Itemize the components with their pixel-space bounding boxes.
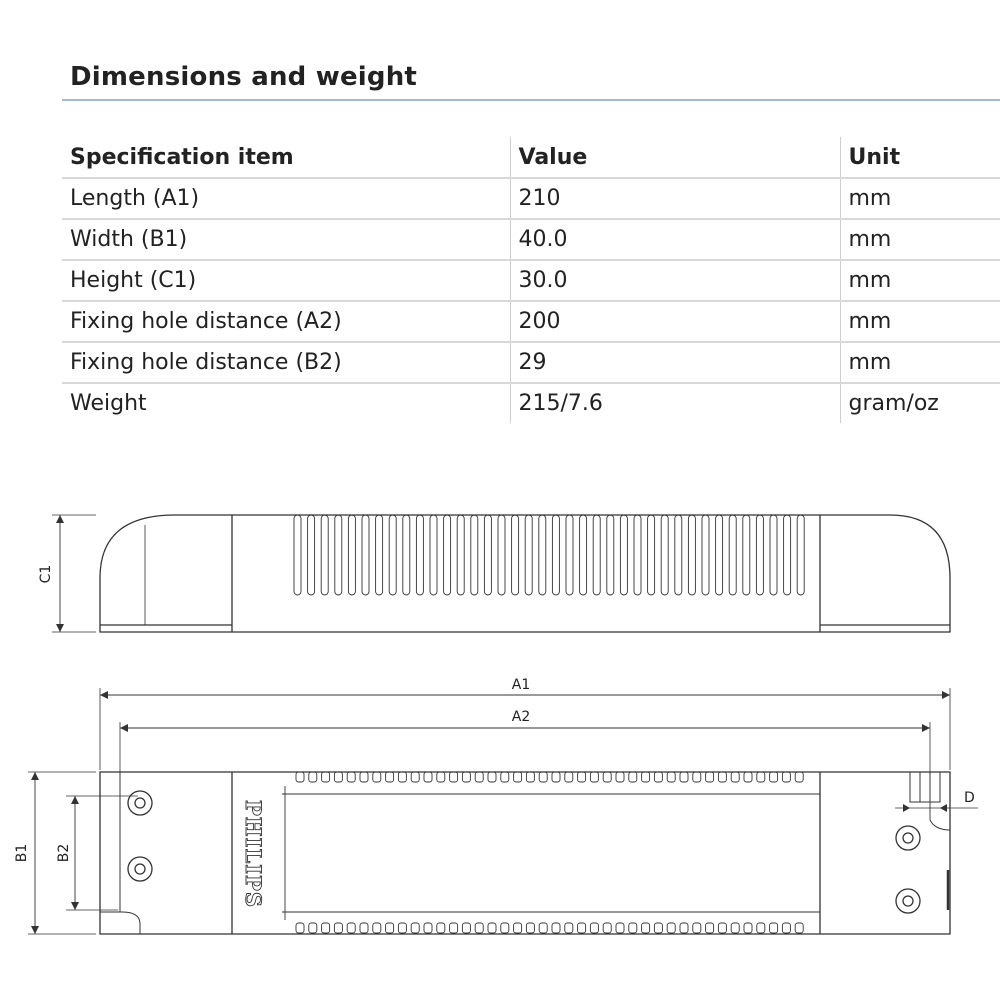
vent-slot <box>335 515 342 595</box>
vent-slot <box>309 772 317 782</box>
vent-slot <box>603 772 611 782</box>
vent-slot <box>706 923 714 933</box>
vent-slot <box>411 772 419 782</box>
vent-slot <box>757 772 765 782</box>
mounting-hole <box>128 791 152 815</box>
vent-slot <box>308 515 315 595</box>
vent-slot <box>795 923 803 933</box>
mounting-hole <box>128 857 152 881</box>
vent-slot <box>797 515 804 595</box>
vent-slot <box>654 923 662 933</box>
cell-value: 210 <box>510 178 840 219</box>
vent-slot <box>667 772 675 782</box>
vent-slot <box>539 772 547 782</box>
vent-slot <box>362 515 369 595</box>
header-value: Value <box>510 137 840 178</box>
cell-item: Fixing hole distance (B2) <box>62 342 510 383</box>
vent-slot <box>770 772 778 782</box>
vent-slot <box>416 515 423 595</box>
vent-slot <box>706 772 714 782</box>
vent-slot <box>578 772 586 782</box>
header-unit: Unit <box>840 137 1000 178</box>
cell-unit: mm <box>840 219 1000 260</box>
vent-slot <box>322 772 330 782</box>
top-view <box>14 677 978 934</box>
vent-slot <box>680 923 688 933</box>
table-row <box>62 219 1000 260</box>
section-title: Dimensions and weight <box>70 62 418 92</box>
vent-slot <box>294 515 301 595</box>
table-row <box>62 383 1000 423</box>
vent-slot <box>444 515 451 595</box>
vent-slot <box>580 515 587 595</box>
vent-slot <box>718 923 726 933</box>
vent-slot <box>590 923 598 933</box>
vent-slot <box>322 923 330 933</box>
vent-slot <box>462 772 470 782</box>
vent-slot <box>347 923 355 933</box>
mounting-hole <box>896 889 920 913</box>
vent-slot <box>718 772 726 782</box>
vent-slot <box>512 515 519 595</box>
vent-slot <box>526 923 534 933</box>
vent-slot <box>603 923 611 933</box>
vent-slot <box>296 923 304 933</box>
vent-slot <box>498 515 505 595</box>
vent-slot <box>424 772 432 782</box>
vent-slot <box>661 515 668 595</box>
brand-logo: PHILIPS <box>241 799 266 909</box>
vent-slot <box>471 515 478 595</box>
vent-slot <box>565 772 573 782</box>
vent-slot <box>488 923 496 933</box>
vent-slot <box>590 772 598 782</box>
table-row <box>62 342 1000 383</box>
top-vent-slots <box>296 772 803 933</box>
cell-item: Height (C1) <box>62 260 510 301</box>
vent-slot <box>376 515 383 595</box>
vent-slot <box>386 923 394 933</box>
vent-slot <box>743 515 750 595</box>
vent-slot <box>784 515 791 595</box>
vent-slot <box>488 772 496 782</box>
label-c1: C1 <box>38 564 54 584</box>
vent-slot <box>616 772 624 782</box>
vent-slot <box>634 515 641 595</box>
vent-slot <box>437 923 445 933</box>
vent-slot <box>462 923 470 933</box>
vent-slot <box>729 515 736 595</box>
vent-slot <box>334 923 342 933</box>
vent-slot <box>411 923 419 933</box>
vent-slot <box>757 923 765 933</box>
vent-slot <box>629 923 637 933</box>
vent-slot <box>616 923 624 933</box>
vent-slot <box>501 923 509 933</box>
vent-slot <box>552 923 560 933</box>
vent-slot <box>693 923 701 933</box>
vent-slot <box>620 515 627 595</box>
cell-value: 30.0 <box>510 260 840 301</box>
table-header-row <box>62 137 1000 178</box>
vent-slot <box>642 772 650 782</box>
vent-slot <box>437 772 445 782</box>
cell-item: Fixing hole distance (A2) <box>62 301 510 342</box>
cell-item: Weight <box>70 391 147 416</box>
cell-unit: mm <box>840 260 1000 301</box>
technical-drawing <box>0 490 1000 1000</box>
vent-slot <box>770 515 777 595</box>
vent-slot <box>450 772 458 782</box>
vent-slot <box>475 772 483 782</box>
vent-slot <box>566 515 573 595</box>
vent-slot <box>731 923 739 933</box>
side-view <box>38 515 950 632</box>
vent-slot <box>731 772 739 782</box>
vent-slot <box>457 515 464 595</box>
vent-slot <box>398 923 406 933</box>
vent-slot <box>667 923 675 933</box>
vent-slot <box>744 772 752 782</box>
cell-unit: gram/oz <box>840 383 1000 423</box>
vent-slot <box>450 923 458 933</box>
cell-value: 29 <box>510 342 840 383</box>
vent-slot <box>386 772 394 782</box>
vent-slot <box>642 923 650 933</box>
vent-slot <box>680 772 688 782</box>
vent-slot <box>348 515 355 595</box>
vent-slot <box>360 772 368 782</box>
vent-slot <box>373 772 381 782</box>
vent-slot <box>782 923 790 933</box>
label-d: D <box>964 790 975 806</box>
vent-slot <box>424 923 432 933</box>
label-b1: B1 <box>14 843 30 863</box>
vent-slot <box>675 515 682 595</box>
cell-item: Width (B1) <box>62 219 510 260</box>
vent-slot <box>648 515 655 595</box>
vent-slot <box>552 772 560 782</box>
vent-slot <box>514 772 522 782</box>
vent-slot <box>525 515 532 595</box>
vent-slot <box>795 772 803 782</box>
mounting-hole <box>896 826 920 850</box>
vent-slot <box>526 772 534 782</box>
vent-slot <box>389 515 396 595</box>
vent-slot <box>629 772 637 782</box>
vent-slot <box>756 515 763 595</box>
vent-slot <box>296 772 304 782</box>
cell-unit: mm <box>840 301 1000 342</box>
vent-slot <box>347 772 355 782</box>
label-b2: B2 <box>56 843 72 863</box>
table-row <box>62 260 1000 301</box>
table-row <box>62 301 1000 342</box>
vent-slot <box>403 515 410 595</box>
vent-slot <box>360 923 368 933</box>
vent-slot <box>770 923 778 933</box>
vent-slot <box>514 923 522 933</box>
cell-unit: mm <box>840 178 1000 219</box>
vent-slot <box>782 772 790 782</box>
vent-slot <box>654 772 662 782</box>
vent-slot <box>565 923 573 933</box>
vent-slot <box>501 772 509 782</box>
vent-slot <box>321 515 328 595</box>
title-divider <box>62 99 1000 101</box>
vent-slot <box>744 923 752 933</box>
vent-slot <box>430 515 437 595</box>
spec-table <box>62 137 1000 423</box>
vent-slot <box>539 923 547 933</box>
vent-slot <box>484 515 491 595</box>
cell-value: 215/7.6 <box>510 383 840 423</box>
cell-value: 200 <box>510 301 840 342</box>
vent-slot <box>716 515 723 595</box>
vent-slot <box>693 772 701 782</box>
header-spec-item: Specification item <box>62 137 510 178</box>
vent-slot <box>593 515 600 595</box>
label-a1: A1 <box>511 677 531 693</box>
cell-unit: mm <box>840 342 1000 383</box>
vent-slot <box>309 923 317 933</box>
side-vent-slots <box>294 515 804 595</box>
vent-slot <box>552 515 559 595</box>
table-row <box>62 178 1000 219</box>
cell-value: 40.0 <box>510 219 840 260</box>
vent-slot <box>688 515 695 595</box>
vent-slot <box>607 515 614 595</box>
vent-slot <box>373 923 381 933</box>
vent-slot <box>702 515 709 595</box>
vent-slot <box>334 772 342 782</box>
vent-slot <box>398 772 406 782</box>
cell-item: Length (A1) <box>62 178 510 219</box>
vent-slot <box>475 923 483 933</box>
vent-slot <box>578 923 586 933</box>
label-a2: A2 <box>511 709 531 725</box>
vent-slot <box>539 515 546 595</box>
